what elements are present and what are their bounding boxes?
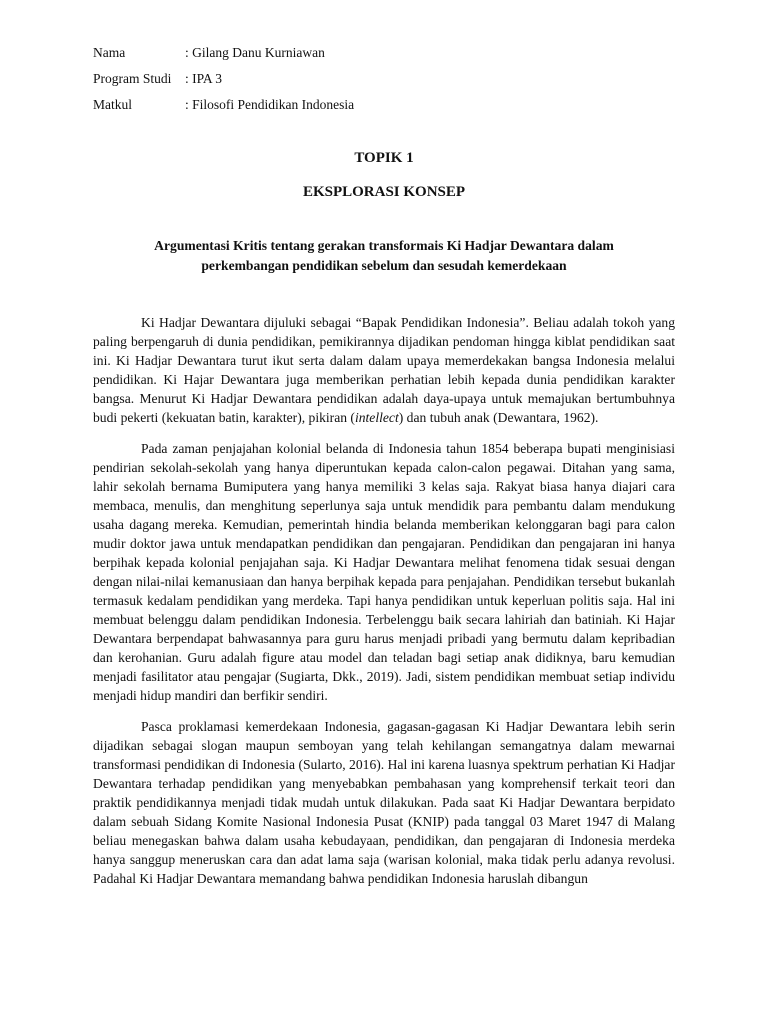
info-value: : Filosofi Pendidikan Indonesia bbox=[185, 97, 355, 112]
info-value: : IPA 3 bbox=[185, 71, 223, 86]
info-label: Matkul bbox=[93, 97, 132, 112]
info-row-course bbox=[93, 92, 354, 118]
paragraph-2: Pada zaman penjajahan kolonial belanda di Indonesia tahun 1854 beberapa bupati menginisiasi pendirian sekolah-sekolah yang hanya diperuntukan kepada calon-calon pegawai. Ditahan yang sama, lahir sekolah bernama Bumiputera yang hanya memiliki 3 kelas saja. Rakyat biasa hanya diajari cara membaca, menulis, dan menghitung seperlunya saja untuk mendidik para pembantu dalam mendukung usaha dagang mereka. Kemudian, pemerintah hindia belanda memberikan kelonggaran bagi para calon mudir doktor jawa untuk mendapatkan pendidikan dan pengajaran. Pendidikan dan pengajaran ini hanya berpihak kepada kolonial penjajahan saja. Ki Hadjar Dewantara melihat fenomena tidak sesuai dengan dengan nilai-nilai kemanusiaan dan hanya berpihak kepada para penjajahan. Pendidikan tersebut bukanlah termasuk kedalam pendidikan yang merdeka. Tapi hanya pendidikan untuk keperluan politis saja. Hal ini membuat belenggu dalam pendidikan Indonesia. Terbelenggu baik secara lahiriah dan batiniah. Ki Hajar Dewantara berpendapat bahwasannya para guru harus menjadi pribadi yang bermutu dalam kepribadian dan kerohanian. Guru adalah figure atau model dan teladan bagi setiap anak didiknya, baru kemudian menjadi fasilitator atau pengajar (Sugiarta, Dkk., 2019). Jadi, sistem pendidikan membuat setiap individu menjadi hidup mandiri dan berfikir sendiri. bbox=[93, 441, 675, 703]
subtitle-line-2: perkembangan pendidikan sebelum dan sesudah kemerdekaan bbox=[201, 258, 567, 273]
essay-subtitle bbox=[93, 236, 675, 276]
paragraph-1-text-a: Ki Hadjar Dewantara dijuluki sebagai “Bapak Pendidikan Indonesia”. Beliau adalah tokoh yang paling berpengaruh di dunia pendidikan, pemikirannya dijadikan pendoman hingga kiblat pendidikan saat ini. Ki Hadjar Dewantara turut ikut serta dalam dalam upaya memerdekakan bangsa Indonesia melalui pendidikan. Ki Hajar Dewantara juga memberikan perhatian lebih kepada dunia pendidikan karakter bangsa. Menurut Ki Hadjar Dewantara pendidikan adalah daya-upaya untuk memajukan bertumbuhnya budi pekerti (kekuatan batin, karakter), pikiran ( bbox=[93, 315, 675, 425]
info-label: Nama bbox=[93, 45, 126, 60]
topic-title: TOPIK 1 bbox=[354, 150, 414, 166]
paragraph-1-emphasis: intellect bbox=[354, 410, 399, 425]
paragraph-1-text-b: ) dan tubuh anak (Dewantara, 1962). bbox=[398, 410, 599, 425]
paragraph-3: Pasca proklamasi kemerdekaan Indonesia, gagasan-gagasan Ki Hadjar Dewantara lebih serin dijadikan sebagai slogan maupun semboyan yang telah kehilangan semangatnya dalam mewarnai transformasi pendidikan di Indonesia (Sularto, 2016). Hal ini karena luasnya spektrum perhatian Ki Hadjar Dewantara terhadap pendidikan yang menyebabkan pembahasan yang komprehensif terkait teori dan praktik pendidikannya menjadi tidak mudah untuk dilakukan. Pada saat Ki Hadjar Dewantara berpidato dalam sebuah Sidang Komite Nasional Indonesia Pusat (KNIP) pada tanggal 03 Maret 1947 di Malang beliau menegaskan bahwa dalam usaha kebudayaan, pendidikan, dan pengajaran di Indonesia merdeka hanya sanggup meneruskan cara dan adat lama saja (warisan kolonial, maka tidak perlu adanya revolusi. Padahal Ki Hadjar Dewantara memandang bahwa pendidikan Indonesia haruslah dibangun bbox=[93, 719, 675, 886]
essay-body bbox=[93, 313, 675, 888]
student-info bbox=[93, 40, 354, 118]
paragraph-1 bbox=[93, 313, 675, 427]
info-row-program bbox=[93, 66, 354, 92]
subtitle-line-1: Argumentasi Kritis tentang gerakan transformais Ki Hadjar Dewantara dalam bbox=[154, 238, 614, 253]
topic-heading: EKSPLORASI KONSEP bbox=[302, 184, 466, 200]
info-value: : Gilang Danu Kurniawan bbox=[185, 45, 325, 60]
info-row-name bbox=[93, 40, 354, 66]
info-label: Program Studi bbox=[93, 71, 172, 86]
